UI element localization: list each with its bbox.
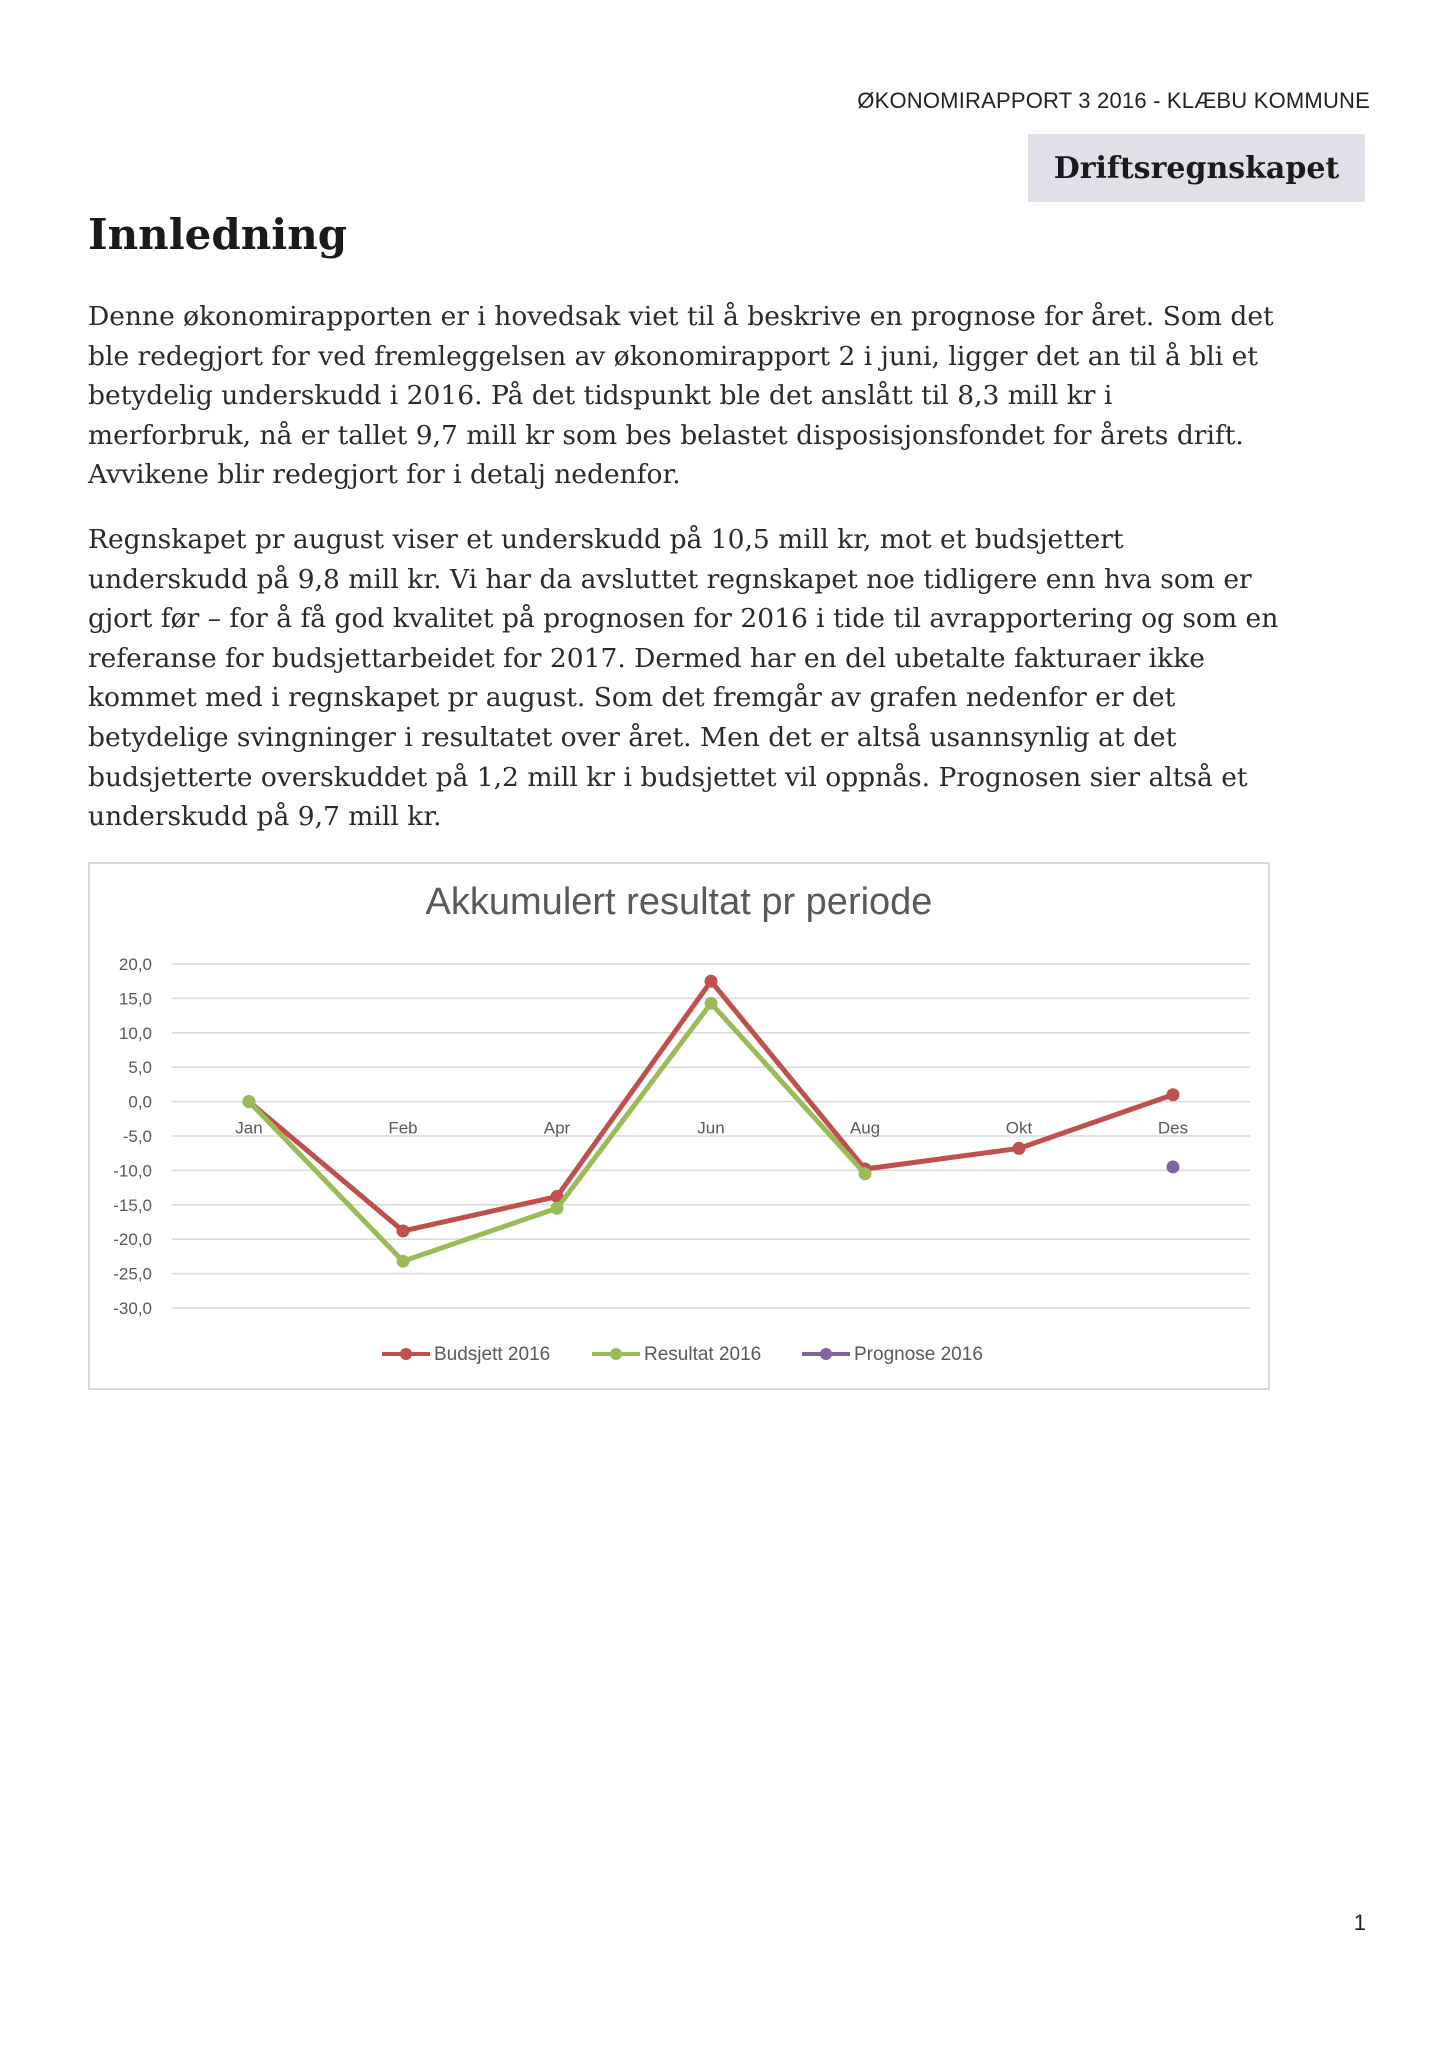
- legend-marker: [400, 1348, 412, 1360]
- y-tick-label: -30,0: [113, 1299, 152, 1318]
- data-point: [705, 997, 718, 1010]
- page-heading: Innledning: [88, 210, 348, 259]
- y-tick-label: 0,0: [128, 1092, 152, 1112]
- y-tick-label: 15,0: [118, 989, 152, 1009]
- x-tick-label: Aug: [849, 1118, 881, 1138]
- legend-label: Resultat 2016: [644, 1344, 762, 1365]
- legend-marker: [610, 1348, 622, 1360]
- chart-frame: [88, 862, 1270, 1390]
- data-point: [243, 1095, 256, 1108]
- y-tick-label: 10,0: [118, 1023, 152, 1043]
- data-point: [551, 1202, 564, 1215]
- y-tick-label: -5,0: [122, 1127, 152, 1146]
- data-point: [1167, 1088, 1180, 1101]
- x-tick-label: Feb: [388, 1118, 418, 1138]
- y-tick-label: -25,0: [113, 1264, 152, 1284]
- legend-label: Prognose 2016: [854, 1344, 983, 1365]
- page-number: 1: [1353, 1910, 1366, 1935]
- x-tick-label: Apr: [543, 1118, 571, 1138]
- x-tick-label: Okt: [1005, 1118, 1033, 1138]
- legend-marker: [820, 1348, 832, 1360]
- report-header: ØKONOMIRAPPORT 3 2016 - KLÆBU KOMMUNE: [857, 88, 1370, 113]
- x-tick-label: Jun: [697, 1118, 725, 1138]
- y-tick-label: -15,0: [113, 1195, 152, 1215]
- series-line: [249, 981, 1173, 1231]
- x-tick-label: Des: [1157, 1118, 1189, 1138]
- y-tick-label: 20,0: [118, 955, 152, 974]
- intro-paragraph-2: Regnskapet pr august viser et underskudd på 10,5 mill kr, mot et budsjettert underskudd på 9,8 mill kr. Vi har da avsluttet regnskapet noe tidligere enn hva som er gjort før – for å få god kvalitet på prognosen for 2016 i tide til avrapportering og som en referanse for budsjettarbeidet for 2017. Dermed har en del ubetalte fakturaer ikke kommet med i regnskapet pr august. Som det fremgår av grafen nedenfor er det betydelige svingninger i resultatet over året. Men det er altså usannsynlig at det budsjetterte overskuddet på 1,2 mill kr i budsjettet vil oppnås. Prognosen sier altså et underskudd på 9,7 mill kr.: [88, 524, 1279, 833]
- legend-label: Budsjett 2016: [434, 1344, 551, 1365]
- x-tick-label: Jan: [235, 1118, 263, 1138]
- y-tick-label: -20,0: [113, 1230, 152, 1250]
- data-point: [397, 1224, 410, 1237]
- data-point: [1167, 1160, 1180, 1173]
- chart-title: Akkumulert resultat pr periode: [425, 881, 933, 923]
- y-tick-label: -10,0: [113, 1161, 152, 1181]
- section-label: Driftsregnskapet: [1028, 134, 1365, 202]
- y-tick-label: 5,0: [128, 1058, 152, 1078]
- intro-paragraph-1: Denne økonomirapporten er i hovedsak viet til å beskrive en prognose for året. Som det ble redegjort for ved fremleggelsen av økonomirapport 2 i juni, ligger det an til å bli et betydelig underskudd i 2016. På det tidspunkt ble det anslått til 8,3 mill kr i merforbruk, nå er tallet 9,7 mill kr som bes belastet disposisjonsfondet for årets drift. Avvikene blir redegjort for i detalj nedenfor.: [88, 301, 1274, 491]
- data-point: [705, 975, 718, 988]
- line-chart: [90, 864, 1268, 1388]
- data-point: [397, 1255, 410, 1268]
- data-point: [1013, 1142, 1026, 1155]
- data-point: [859, 1167, 872, 1180]
